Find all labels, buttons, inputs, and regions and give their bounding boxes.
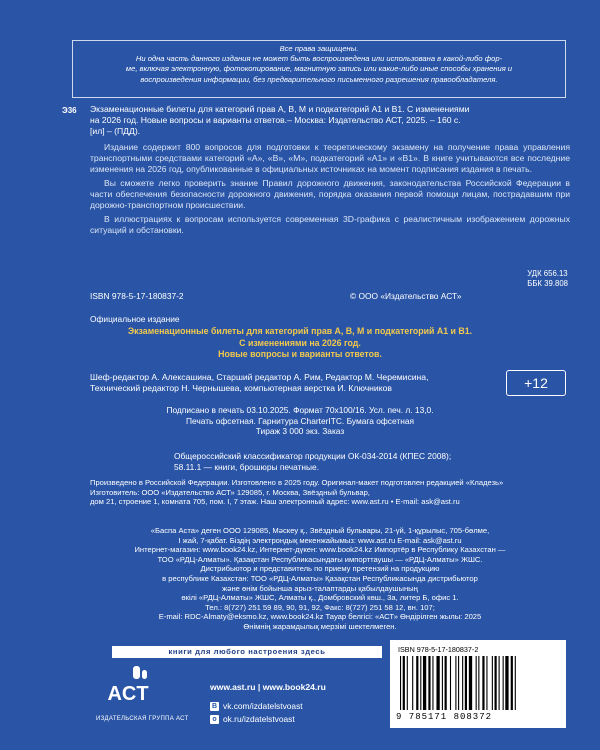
print-line: Тираж 3 000 экз. Заказ bbox=[255, 426, 345, 437]
classifier-line: 58.11.1 — книги, брошюры печатные. bbox=[174, 461, 320, 472]
barcode-bar bbox=[416, 656, 418, 710]
product-classifier bbox=[174, 451, 494, 472]
barcode-digits: 9 785171 808372 bbox=[396, 712, 493, 722]
kz-line: в республике Казахстан: ТОО «РДЦ-Алматы» Қазақстан Республикасында дистрибьютор bbox=[162, 573, 478, 583]
kz-line: I жай, 7-қабат. Біздің электрондық мекенжайымыз: www.ast.ru E-mail: ask@ast.ru bbox=[178, 535, 462, 545]
kz-line: және өнім бойынша арыз-талаптарды қабылдаушының bbox=[222, 583, 418, 593]
annotation-paragraph: Вы сможете легко проверить знание Правил дорожного движения, законодательства Российской Федерации в части обеспечения безопасности дорожного движения, порядка оказания первой помощи лицам, пострадавшим при дорожно-транспортном происшествии. bbox=[90, 178, 570, 210]
annotation-paragraph: Издание содержит 800 вопросов для подготовки к теоретическому экзамену на получение права управления транспортными средствами категорий «А», «В», «М», подкатегорий «А1» и «В1». В книге учитываются все последние изменения на 2026 год, опубликованные в официальных источниках на момент подписания издания в печать. bbox=[90, 142, 570, 174]
biblio-record bbox=[90, 104, 570, 137]
barcode-bar bbox=[442, 656, 443, 710]
udc-code: УДК 656.13 bbox=[527, 269, 568, 278]
print-line: Печать офсетная. Гарнитура CharterITC. Бумага офсетная bbox=[185, 415, 415, 426]
kz-line: Дистрибьютор и представитель по приему претензий на продукцию bbox=[200, 564, 440, 574]
barcode-bar bbox=[495, 656, 497, 710]
tagline-bar: книги для любого настроения здесь bbox=[112, 646, 382, 658]
social-link-text: vk.com/izdatelstvoast bbox=[223, 701, 303, 711]
barcode-bar bbox=[503, 656, 504, 710]
vk-icon: B bbox=[211, 703, 218, 710]
barcode-bar bbox=[458, 656, 459, 710]
rights-notice bbox=[72, 40, 566, 98]
title-line: Экзаменационные билеты для категорий прав А, В, М и подкатегорий А1 и В1. bbox=[127, 326, 473, 336]
staff-line: Шеф-редактор А. Алексашина, Старший редактор А. Рим, Редактор М. Черемисина, bbox=[90, 372, 429, 382]
barcode-bar bbox=[450, 656, 451, 710]
classification-codes bbox=[527, 269, 568, 289]
barcode-bar bbox=[492, 656, 493, 710]
kz-line: E-mail: RDC-Almaty@eksmo.kz, www.book24.kz Тауар белгісі: «АСТ» Өндірілген жылы: 2025 bbox=[158, 612, 482, 622]
barcode-bar bbox=[428, 656, 430, 710]
barcode-bar bbox=[476, 656, 477, 710]
barcode-bar bbox=[478, 656, 479, 710]
rights-line: ме, включая электронную, фотокопирование, магнитную запись или какие-либо иные способы хранения и bbox=[125, 64, 513, 74]
production-info bbox=[90, 478, 570, 507]
annotation-paragraph: В иллюстрациях к вопросам используется современная 3D-графика с реалистичным изображением дорожных ситуаций и обстановки. bbox=[90, 214, 570, 235]
kz-line: өкілі «РДЦ-Алматы» ЖШС, Алматы қ., Домбровский көш., 3а, литер Б, офис 1. bbox=[181, 593, 459, 603]
print-line: Подписано в печать 03.10.2025. Формат 70x100/16. Усл. печ. л. 13,0. bbox=[166, 405, 434, 415]
barcode-bar bbox=[486, 656, 487, 710]
kz-line: «Баспа Аста» деген ООО 129085, Мәскеу қ., Звёздный бульвары, 21-үй, 1-құрылыс, 705-бөлме, bbox=[150, 526, 490, 535]
book-title bbox=[0, 326, 600, 361]
ast-logo bbox=[108, 664, 152, 708]
barcode-bar bbox=[436, 656, 439, 710]
kz-line: Өнімнің жарамдылық мерзімі шектелмеген. bbox=[243, 621, 397, 631]
barcode-bar bbox=[505, 656, 508, 710]
classifier-line: Общероссийский классификатор продукции ОК-034-2014 (КПЕС 2008); bbox=[174, 451, 452, 461]
barcode-bar bbox=[455, 656, 456, 710]
barcode-bar bbox=[515, 656, 516, 710]
biblio-line: Экзаменационные билеты для категорий прав А, В, М и подкатегорий А1 и В1. С изменениями bbox=[90, 104, 470, 114]
barcode-icon bbox=[398, 656, 558, 712]
title-line: Новые вопросы и варианты ответов. bbox=[218, 349, 382, 359]
rights-line: Все права защищены. bbox=[279, 44, 359, 53]
social-links bbox=[210, 700, 303, 726]
ok-icon: o bbox=[210, 715, 219, 724]
barcode-bar bbox=[420, 656, 421, 710]
print-info bbox=[0, 405, 600, 437]
kazakhstan-info bbox=[75, 526, 565, 632]
kz-line: ТОО «РДЦ-Алматы». Қазақстан Республикасындағы импорттаушы — «РДЦ-Алматы» ЖШС. bbox=[157, 554, 483, 564]
barcode-bar bbox=[462, 656, 463, 710]
logo-text: ACT bbox=[108, 683, 149, 705]
barcode-bar bbox=[499, 656, 500, 710]
barcode-bar bbox=[407, 656, 408, 710]
barcode-bar bbox=[400, 656, 401, 710]
biblio-line: на 2026 год. Новые вопросы и варианты ответов.– Москва: Издательство АСТ, 2025. – 160 с. bbox=[90, 115, 461, 125]
editorial-staff bbox=[90, 372, 490, 394]
social-link-ok[interactable] bbox=[210, 713, 303, 726]
copyright: © ООО «Издательство АСТ» bbox=[350, 291, 462, 301]
barcode-panel bbox=[390, 640, 566, 728]
barcode-bar bbox=[469, 656, 472, 710]
annotation bbox=[90, 142, 570, 239]
rights-line: воспроизведения информации, без предварительного письменного разрешения правообладателя. bbox=[140, 74, 498, 84]
staff-line: Технический редактор Н. Чернышева, компьютерная верстка И. Ключников bbox=[90, 383, 392, 393]
barcode-bar bbox=[482, 656, 484, 710]
social-link-text: ok.ru/izdatelstvoast bbox=[223, 714, 295, 724]
barcode-bar bbox=[423, 656, 426, 710]
ast-logo-icon bbox=[108, 664, 152, 708]
author-mark: Э36 bbox=[62, 106, 77, 115]
publisher-group: ИЗДАТЕЛЬСКАЯ ГРУППА АСТ bbox=[96, 716, 189, 722]
rights-line: Ни одна часть данного издания не может быть воспроизведена или использована в какой-либо фор- bbox=[135, 54, 503, 64]
barcode-bar bbox=[432, 656, 433, 710]
production-line: дом 21, строение 1, комната 705, пом. I, 7 этаж. Наш электронный адрес: www.ast.ru • E-mail: ask@ast.ru bbox=[90, 497, 460, 507]
websites-link[interactable]: www.ast.ru | www.book24.ru bbox=[210, 682, 326, 692]
barcode-bar bbox=[465, 656, 467, 710]
age-rating-badge: +12 bbox=[506, 370, 566, 396]
barcode-bar bbox=[511, 656, 513, 710]
bbk-code: ББК 39.808 bbox=[527, 279, 568, 288]
barcode-isbn: ISBN 978-5-17-180837-2 bbox=[398, 645, 479, 654]
social-link-vk[interactable] bbox=[210, 700, 303, 713]
kz-line: Интернет-магазин: www.book24.kz, Интернет-дүкен: www.book24.kz Импортёр в Республику Казахстан — bbox=[134, 545, 506, 555]
title-line: С изменениями на 2026 год. bbox=[239, 337, 361, 348]
barcode-bar bbox=[412, 656, 413, 710]
barcode-bar bbox=[445, 656, 447, 710]
barcode-bar bbox=[403, 656, 405, 710]
isbn: ISBN 978-5-17-180837-2 bbox=[90, 291, 184, 301]
official-edition-label: Официальное издание bbox=[90, 314, 180, 324]
production-line: Произведено в Российской Федерации. Изготовлено в 2025 году. Оригинал-макет подготовлен редакцией «Кладезь» bbox=[90, 478, 504, 487]
kz-line: Тел.: 8(727) 251 59 89, 90, 91, 92, Факс: 8(727) 251 58 12, вн. 107; bbox=[205, 602, 435, 612]
production-line: Изготовитель: ООО «Издательство АСТ» 129085, г. Москва, Звёздный бульвар, bbox=[90, 487, 370, 497]
biblio-line: [ил] – (ПДД). bbox=[90, 126, 141, 136]
